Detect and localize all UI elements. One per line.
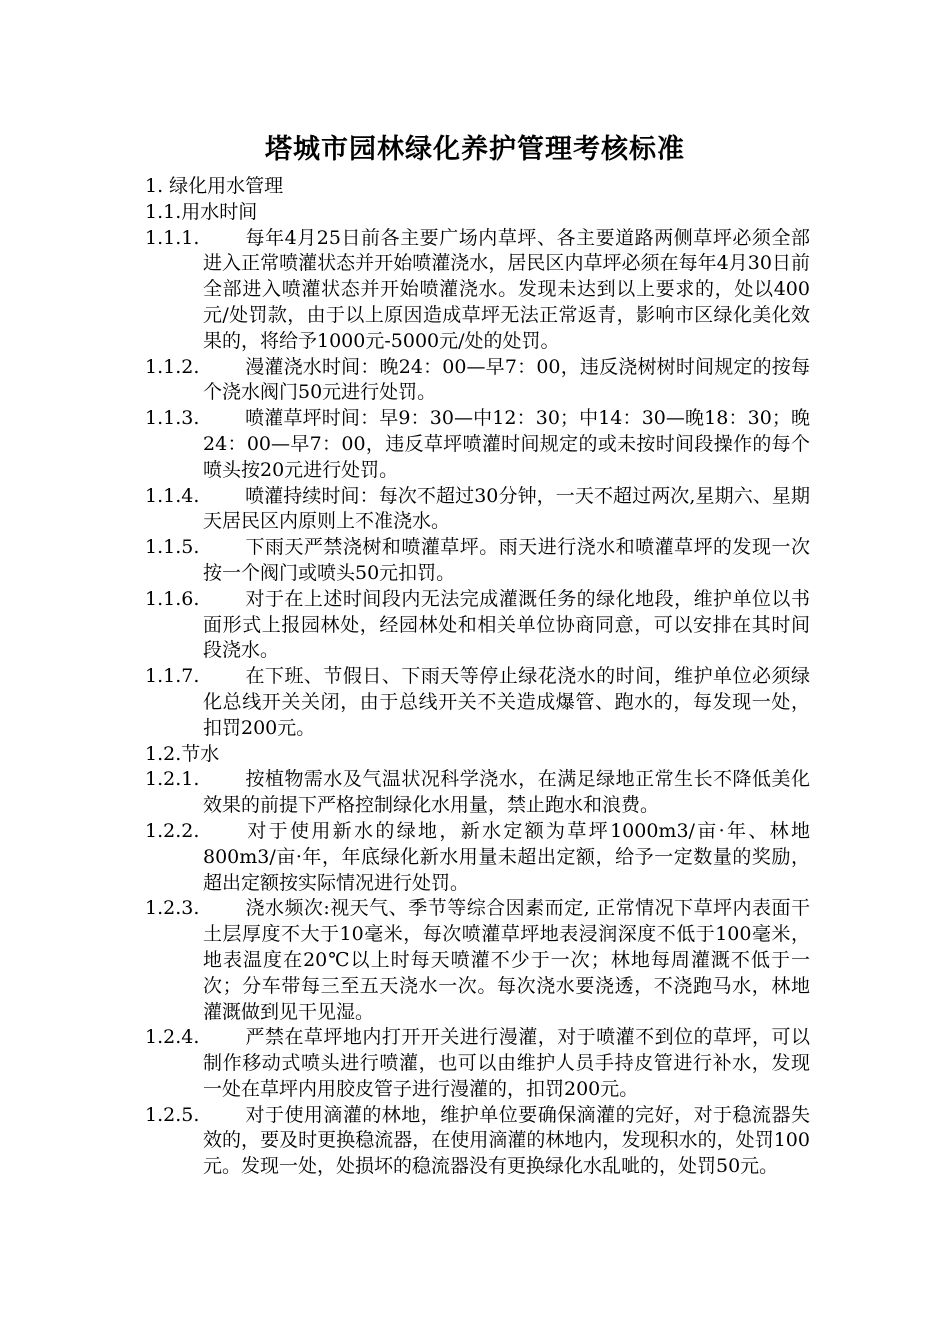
clause-number: 1.2.5.	[145, 1103, 200, 1126]
clause-text: 在下班、节假日、下雨天等停止绿花浇水的时间，维护单位必须绿化总线开关关闭，由于总线开关不关造成爆管、跑水的，每发现一处，扣罚200元。	[203, 665, 810, 739]
clause-item	[145, 484, 810, 536]
clause-item	[145, 587, 810, 664]
clause-number: 1.1.7.	[145, 665, 200, 688]
clause-item	[145, 226, 810, 355]
clause-text: 对于在上述时间段内无法完成灌溉任务的绿化地段，维护单位以书面形式上报园林处，经园林处和相关单位协商同意，可以安排在其时间段浇水。	[203, 587, 810, 662]
clause-number: 1.2.4.	[145, 1026, 200, 1049]
clause-number: 1.2.2.	[145, 819, 200, 842]
clause-number: 1.1.1.	[145, 226, 200, 249]
subsection-heading: 1.1.用水时间	[145, 200, 258, 223]
clause-text: 漫灌浇水时间：晚24：00—早7：00，违反浇树树时间规定的按每个浇水阀门50元进行处罚。	[203, 355, 810, 404]
subsection-heading: 1.2.节水	[145, 742, 220, 765]
clause-number: 1.1.6.	[145, 587, 200, 610]
clause-text: 下雨天严禁浇树和喷灌草坪。雨天进行浇水和喷灌草坪的发现一次按一个阀门或喷头50元扣罚。	[203, 536, 810, 584]
clause-item	[145, 819, 810, 896]
document-body	[145, 174, 810, 1180]
clause-item	[145, 406, 810, 483]
clause-text: 喷灌草坪时间：早9：30—中12：30；中14：30—晚18：30；晚24：00—早7：00，违反草坪喷灌时间规定的或未按时间段操作的每个喷头按20元进行处罚。	[203, 407, 810, 481]
clause-number: 1.1.5.	[145, 536, 200, 559]
clause-text: 每年4月25日前各主要广场内草坪、各主要道路两侧草坪必须全部进入正常喷灌状态并开始喷灌浇水，居民区内草坪必须在每年4月30日前全部进入喷灌状态并开始喷灌浇水。发现未达到以上要求的，处以400元/处罚款，由于以上原因造成草坪无法正常返青，影响市区绿化美化效果的，将给予1000元-5000元/处的处罚。	[203, 226, 810, 352]
clause-item	[145, 535, 810, 587]
clause-number: 1.1.4.	[145, 484, 200, 507]
clause-item	[145, 664, 810, 741]
clause-number: 1.2.3.	[145, 897, 200, 920]
clause-item	[145, 896, 810, 1025]
clause-text: 严禁在草坪地内打开开关进行漫灌，对于喷灌不到位的草坪，可以制作移动式喷头进行喷灌，也可以由维护人员手持皮管进行补水，发现一处在草坪内用胶皮管子进行漫灌的，扣罚200元。	[203, 1026, 810, 1100]
clause-item	[145, 355, 810, 407]
clause-item	[145, 1103, 810, 1180]
document-title: 塔城市园林绿化养护管理考核标准	[265, 134, 685, 165]
clause-text: 喷灌持续时间：每次不超过30分钟，一天不超过两次,星期六、星期天居民区内原则上不准浇水。	[203, 484, 810, 533]
section-heading: 1. 绿化用水管理	[145, 175, 284, 197]
clause-text: 对于使用滴灌的林地，维护单位要确保滴灌的完好，对于稳流器失效的，要及时更换稳流器，在使用滴灌的林地内，发现积水的，处罚100元。发现一处，处损坏的稳流器没有更换绿化水乱呲的，处罚50元。	[203, 1103, 810, 1178]
clause-item	[145, 767, 810, 819]
clause-number: 1.2.1.	[145, 768, 200, 791]
clause-text: 对于使用新水的绿地，新水定额为草坪1000m3/亩·年、林地800m3/亩·年，年底绿化新水用量未超出定额，给予一定数量的奖励，超出定额按实际情况进行处罚。	[203, 819, 810, 894]
clause-number: 1.1.2.	[145, 355, 200, 378]
clause-item	[145, 1025, 810, 1102]
clause-text: 浇水频次:视天气、季节等综合因素而定, 正常情况下草坪内表面干土层厚度不大于10毫米，每次喷灌草坪地表浸润深度不低于100毫米，地表温度在20℃以上时每天喷灌不少于一次；林地每周灌溉不低于一次；分车带每三至五天浇水一次。每次浇水要浇透，不浇跑马水，林地灌溉做到见干见湿。	[203, 897, 810, 1023]
clause-text: 按植物需水及气温状况科学浇水，在满足绿地正常生长不降低美化效果的前提下严格控制绿化水用量，禁止跑水和浪费。	[203, 768, 810, 817]
clause-number: 1.1.3.	[145, 407, 200, 430]
